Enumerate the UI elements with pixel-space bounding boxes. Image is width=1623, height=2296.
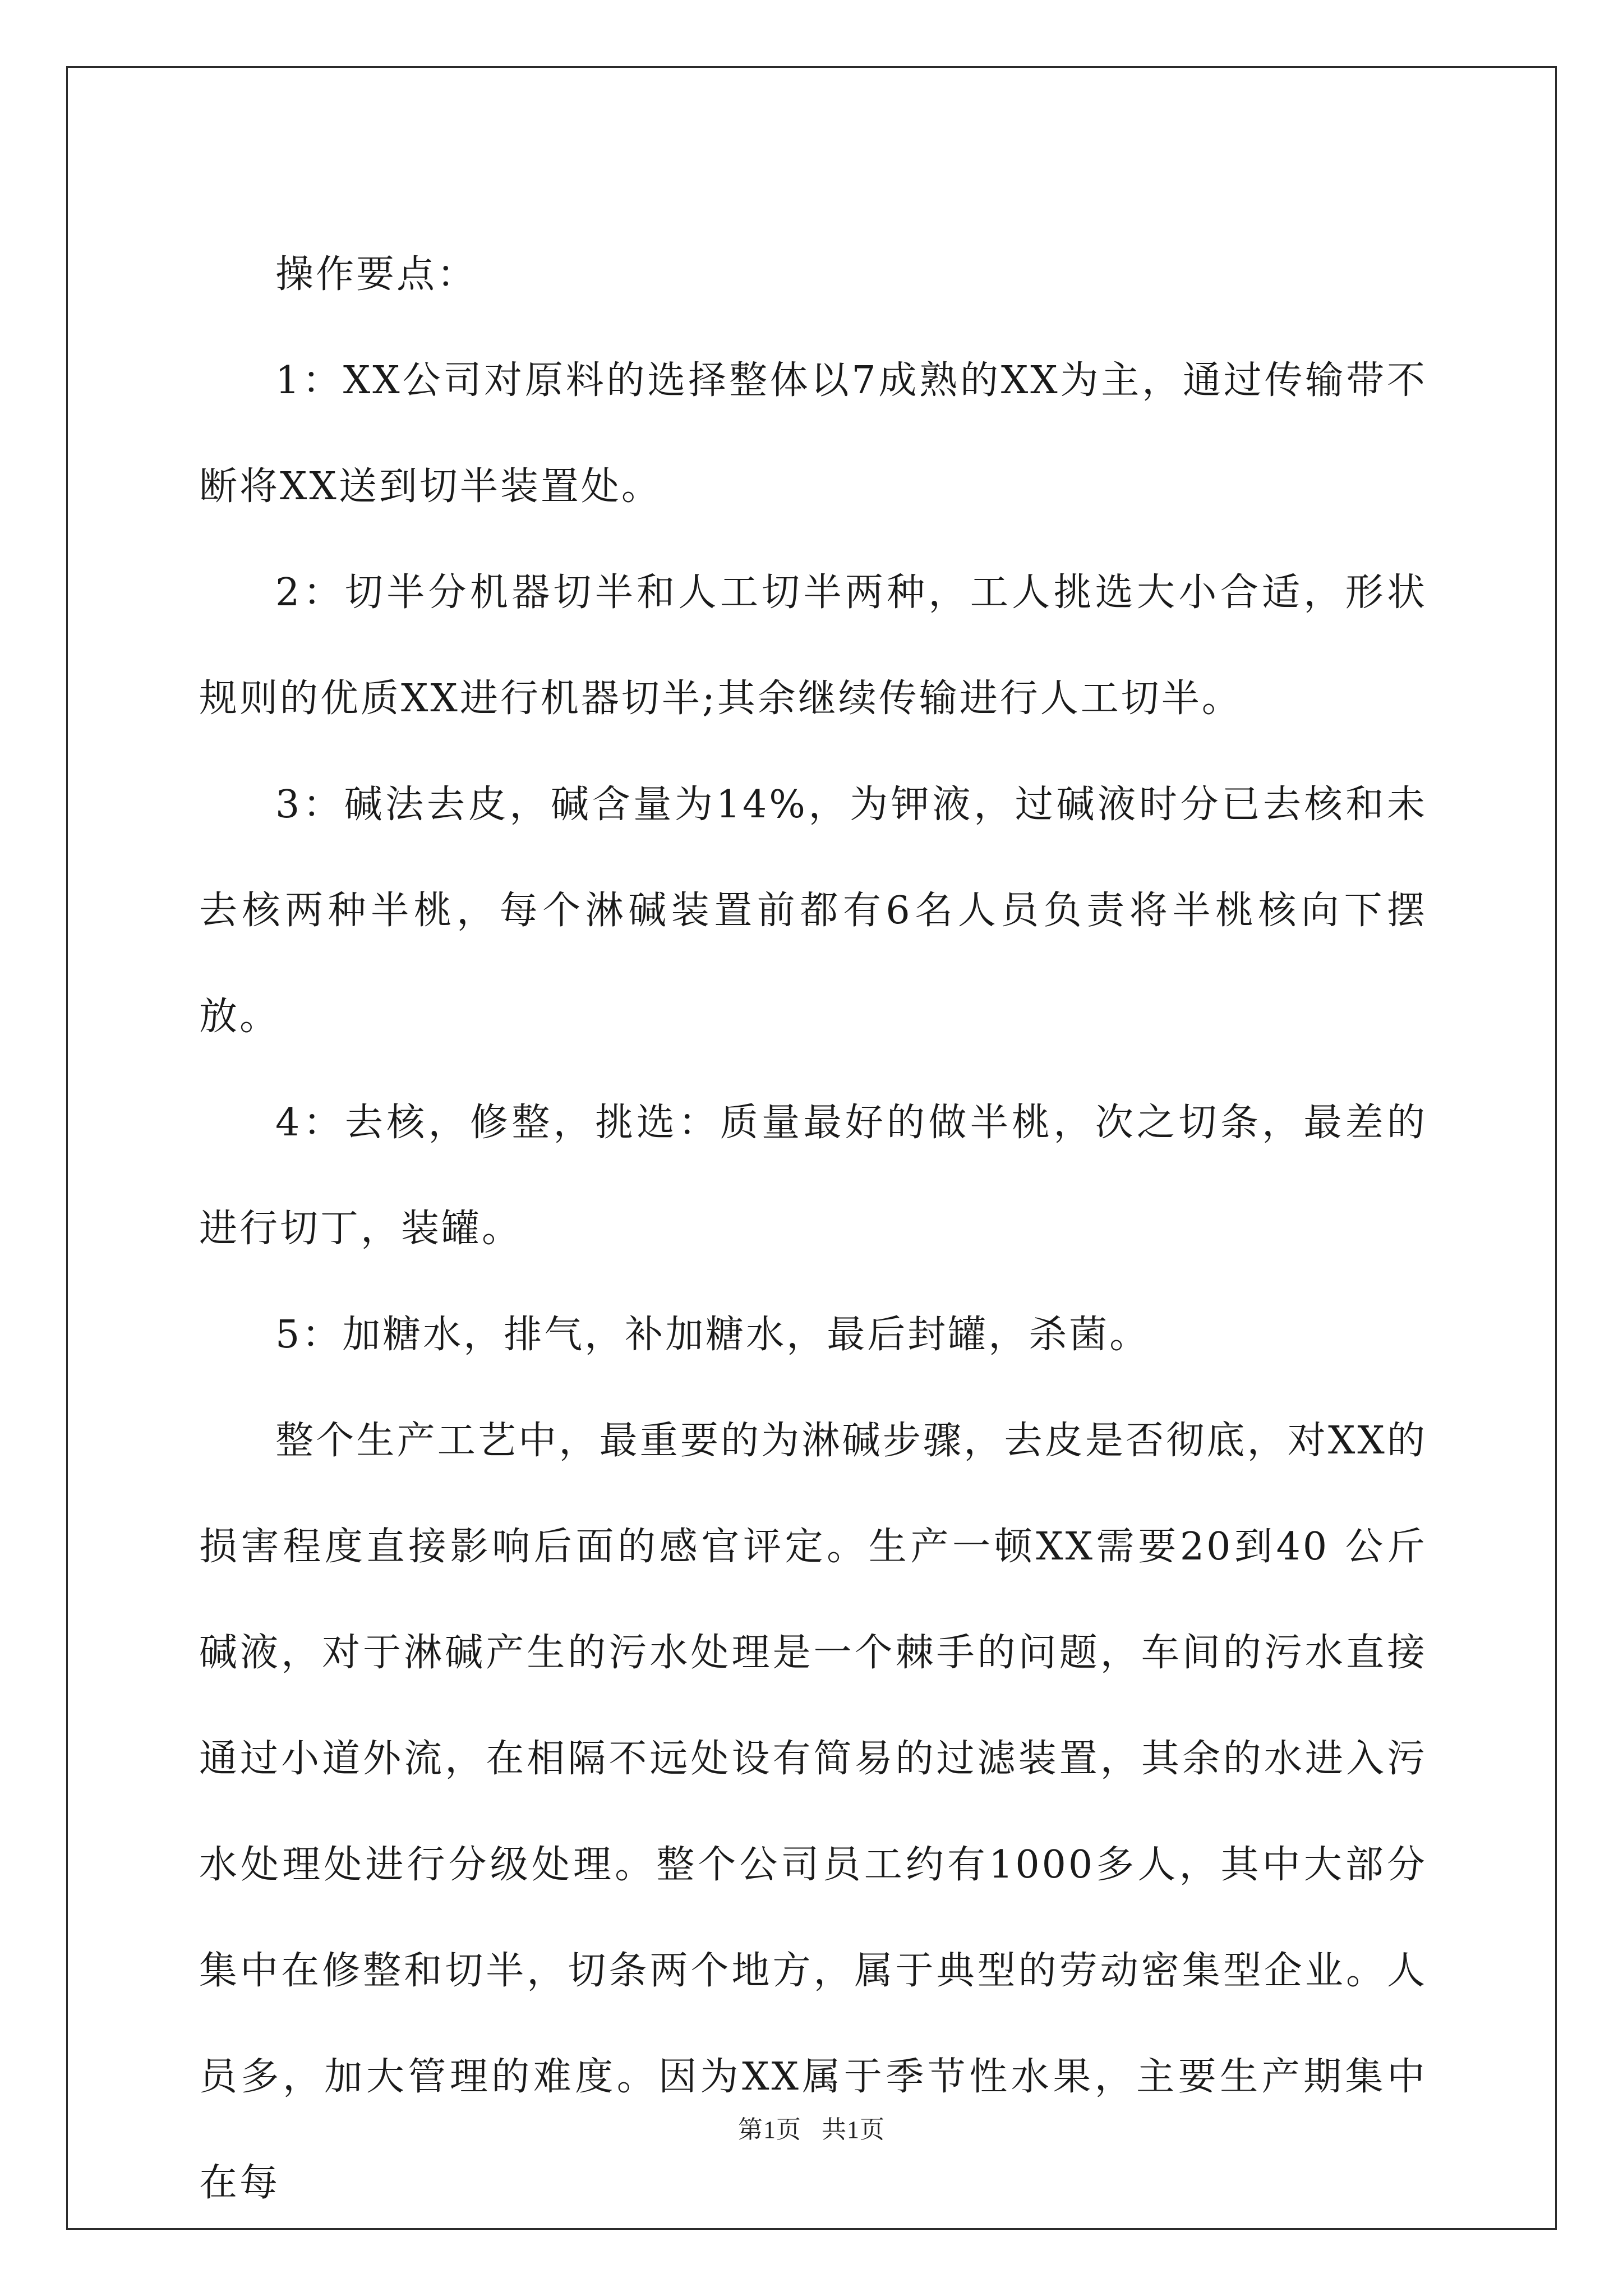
step-5-paragraph: 5：加糖水，排气，补加糖水，最后封罐，杀菌。 [275, 1313, 1150, 1357]
heading-paragraph: 操作要点： [275, 252, 478, 297]
page-footer [0, 2109, 1623, 2145]
summary-paragraph: 整个生产工艺中，最重要的为淋碱步骤，去皮是否彻底，对XX的损害程度直接影响后面的感官评定。生产一顿XX需要20到40 公斤碱液，对于淋碱产生的污水处理是一个棘手的问题，车间的污水直接通过小道外流，在相隔不远处设有简易的过滤装置，其余的水进入污水处理处进行分级处理。整个公司员工约有1000多人，其中大部分集中在修整和切半，切条两个地方，属于典型的劳动密集型企业。人员多，加大管理的难度。因为XX属于季节性水果，主要生产期集中在每 [199, 1419, 1427, 2205]
document-body [199, 222, 1427, 2236]
page-number: 第1页 [738, 2116, 801, 2143]
step-4-paragraph: 4：去核，修整，挑选：质量最好的做半桃，次之切条，最差的进行切丁，装罐。 [199, 1101, 1427, 1251]
step-1-paragraph: 1：XX公司对原料的选择整体以7成熟的XX为主，通过传输带不断将XX送到切半装置处。 [199, 358, 1427, 509]
page-total: 共1页 [822, 2116, 885, 2143]
step-3-paragraph: 3：碱法去皮，碱含量为14%，为钾液，过碱液时分已去核和未去核两种半桃，每个淋碱装置前都有6名人员负责将半桃核向下摆放。 [199, 783, 1427, 1039]
step-2-paragraph: 2：切半分机器切半和人工切半两种，工人挑选大小合适，形状规则的优质XX进行机器切半;其余继续传输进行人工切半。 [199, 570, 1427, 721]
